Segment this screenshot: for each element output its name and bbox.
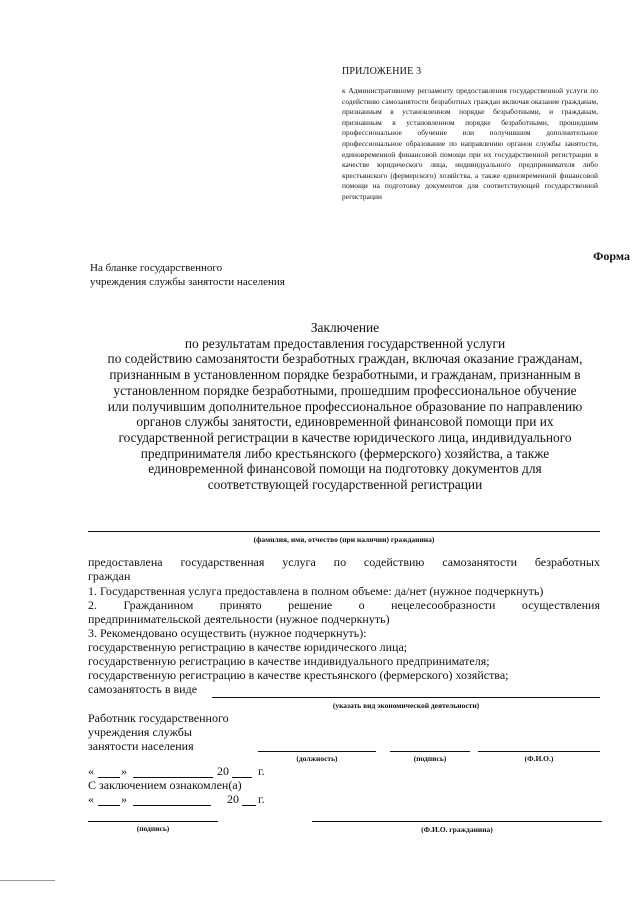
citizen-signature-caption: (подпись) [136, 824, 170, 833]
signature-line[interactable] [390, 751, 470, 752]
item-2-line-1: 2. Гражданином принято решение о нецелесообразности осуществления [88, 598, 600, 612]
date-year-suffix: г. [258, 764, 265, 778]
date-month-line[interactable] [133, 805, 211, 806]
activity-caption: (указать вид экономической деятельности) [332, 701, 480, 710]
citizen-fio-caption: (Ф.И.О. гражданина) [421, 825, 493, 834]
date-open-quote: « [88, 792, 94, 806]
item-3: 3. Рекомендовано осуществить (нужное подчеркнуть): [88, 626, 367, 640]
position-line[interactable] [258, 751, 376, 752]
date-century: 20 [227, 792, 239, 806]
date-year-line[interactable] [242, 805, 256, 806]
heading-line: государственной регистрации в качестве юридического лица, индивидуального [118, 429, 572, 445]
date-open-quote: « [88, 764, 94, 778]
heading-line: по содействию самозанятости безработных граждан, включая оказание гражданам, [107, 351, 583, 367]
heading-line: по результатам предоставления государственной услуги [184, 335, 506, 351]
option-legal-entity: государственную регистрацию в качестве юридического лица; [88, 640, 408, 654]
worker-line-2: учреждения службы [88, 725, 192, 739]
item-1: 1. Государственная услуга предоставлена в полном объеме: да/нет (нужное подчеркнуть) [88, 584, 544, 598]
worker-block [88, 711, 229, 753]
citizen-fio-line[interactable] [312, 821, 602, 822]
provided-line-1: предоставлена государственная услуга по содействию самозанятости безработных [88, 555, 600, 569]
date-year-suffix: г. [258, 792, 265, 806]
heading-line: или получившим дополнительное профессиональное образование по направлению [107, 398, 583, 414]
activity-line[interactable] [212, 697, 600, 698]
date-close-quote: » [121, 764, 127, 778]
option-self-employment: самозанятость в виде [88, 682, 198, 696]
position-caption: (должность) [296, 754, 338, 763]
date-century: 20 [217, 764, 229, 778]
scan-edge-line [0, 880, 55, 881]
letterhead [90, 262, 285, 289]
heading-line: Заключение [310, 320, 380, 335]
item-2-line-2: предпринимательской деятельности (нужное подчеркнуть) [88, 612, 390, 626]
provided-line-2: граждан [88, 569, 131, 583]
citizen-name-caption: (фамилия, имя, отчество (при наличии) гражданина) [253, 535, 435, 544]
signature-caption: (подпись) [413, 754, 447, 763]
date-close-quote: » [121, 792, 127, 806]
heading-line: признанным в установленном порядке безработными, и гражданам, признанным в [109, 367, 581, 383]
document-heading [75, 320, 615, 493]
heading-line: единовременной финансовой помощи на подготовку документов для [148, 461, 542, 477]
citizen-name-line[interactable] [88, 531, 600, 532]
appendix-title: ПРИЛОЖЕНИЕ 3 [342, 66, 422, 77]
fio-caption: (Ф.И.О.) [524, 754, 554, 763]
appendix-text: к Административному регламенту предоставления государственной услуги по содействию самозанятости безработных граждан включая оказание гражданам, признанным в установленном порядке безработными, и гражданам, признанным в установленном порядке безработными, прошедшим профессиональное обучение или получившим дополнительное профессиональное образование по направлению органов службы занятости, единовременной финансовой помощи при их государственной регистрации в качестве юридического лица, индивидуального предпринимателя либо крестьянского (фермерского) хозяйства, а также единовременной финансовой помощи на подготовку документов для соответствующей государственной регистрации [342, 86, 598, 201]
heading-line: предпринимателя либо крестьянского (фермерского) хозяйства, а также [140, 445, 550, 461]
option-entrepreneur: государственную регистрацию в качестве индивидуального предпринимателя; [88, 654, 490, 668]
citizen-signature-line[interactable] [88, 821, 218, 822]
fio-line[interactable] [478, 751, 600, 752]
heading-line: соответствующей государственной регистрации [207, 477, 483, 493]
heading-line: установленном порядке безработными, прошедшим профессиональное обучение [113, 382, 577, 398]
date-day-line[interactable] [98, 805, 120, 806]
acquainted-label: С заключением ознакомлен(а) [88, 778, 242, 792]
letterhead-line-2: учреждения службы занятости населения [90, 275, 285, 288]
form-label: Форма [593, 249, 630, 263]
worker-line-1: Работник государственного [88, 711, 229, 725]
heading-line: органов службы занятости, единовременной финансовой помощи при их [136, 414, 554, 430]
letterhead-line-1: На бланке государственного [90, 262, 223, 274]
option-farm: государственную регистрацию в качестве крестьянского (фермерского) хозяйства; [88, 668, 509, 682]
worker-line-3: занятости населения [88, 739, 194, 753]
